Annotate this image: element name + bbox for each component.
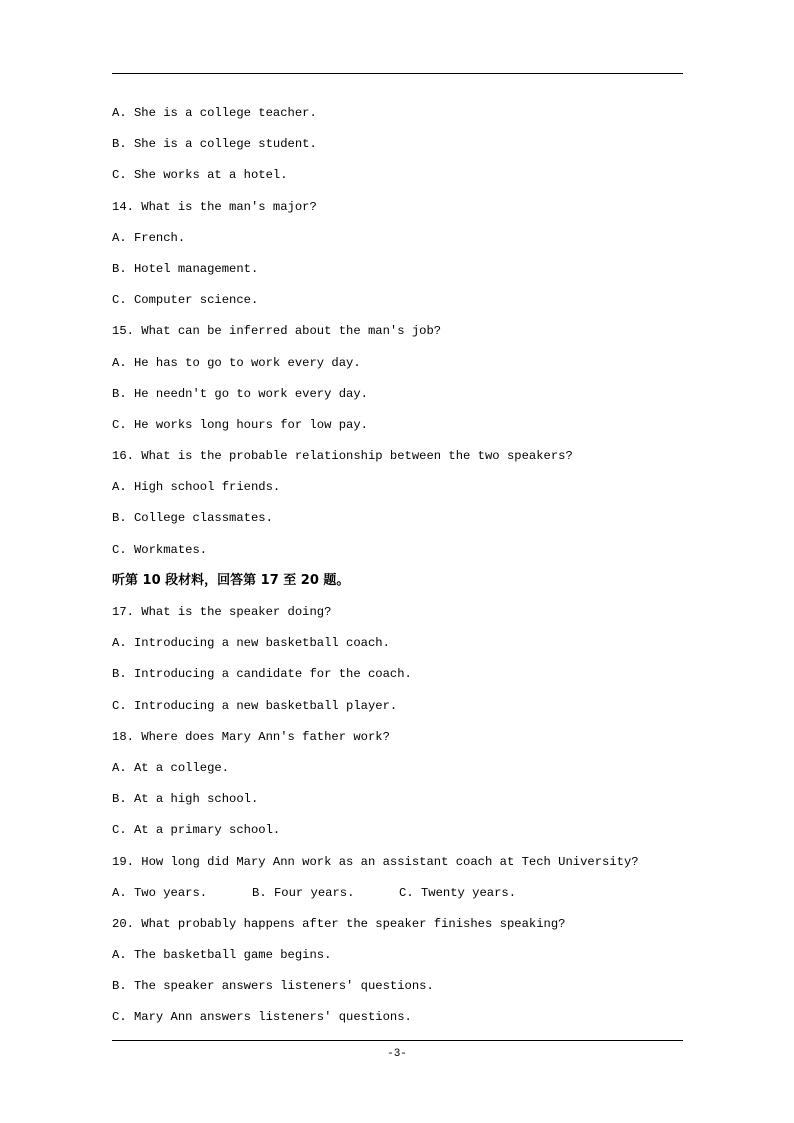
option-line: B. College classmates. [112, 511, 273, 526]
option-line: A. She is a college teacher. [112, 106, 317, 120]
footer-rule [112, 1040, 683, 1041]
option-line: B. Hotel management. [112, 261, 259, 276]
option-line: B. He needn't go to work every day. [112, 386, 368, 401]
section-instruction: 听第 10 段材料，回答第 17 至 20 题。 [112, 572, 350, 588]
option-line: C. Introducing a new basketball player. [112, 698, 398, 713]
question-19-options [112, 882, 692, 913]
option-line: A. At a college. [112, 760, 230, 775]
page-number: -3- [387, 1048, 407, 1060]
option-line: C. Computer science. [112, 293, 259, 308]
option-line: B. At a high school. [112, 792, 259, 807]
question-14: 14. What is the man's major? [112, 199, 317, 214]
option-line: A. High school friends. [112, 480, 281, 495]
question-20: 20. What probably happens after the speaker finishes speaking? [112, 916, 566, 931]
question-16: 16. What is the probable relationship between the two speakers? [112, 449, 573, 464]
option-line: C. He works long hours for low pay. [112, 417, 368, 432]
option-line: C. She works at a hotel. [112, 168, 288, 183]
option-b: B. Four years. [252, 885, 355, 900]
option-line: B. The speaker answers listeners' questions. [112, 979, 434, 994]
question-19: 19. How long did Mary Ann work as an assistant coach at Tech University? [112, 854, 639, 869]
option-line: A. He has to go to work every day. [112, 355, 361, 370]
option-c: C. Twenty years. [399, 885, 517, 900]
option-a: A. Two years. [112, 885, 208, 900]
option-line: C. Workmates. [112, 542, 208, 557]
option-line: C. At a primary school. [112, 823, 281, 838]
option-line: A. Introducing a new basketball coach. [112, 636, 390, 651]
option-line: C. Mary Ann answers listeners' questions. [112, 1010, 412, 1025]
question-18: 18. Where does Mary Ann's father work? [112, 729, 390, 744]
option-line: A. French. [112, 230, 186, 245]
header-rule [112, 73, 683, 74]
option-line: B. She is a college student. [112, 137, 317, 152]
question-17: 17. What is the speaker doing? [112, 605, 332, 619]
document-body [112, 102, 692, 1038]
option-line: B. Introducing a candidate for the coach. [112, 667, 412, 682]
option-line: A. The basketball game begins. [112, 948, 332, 963]
question-15: 15. What can be inferred about the man's job? [112, 324, 442, 339]
